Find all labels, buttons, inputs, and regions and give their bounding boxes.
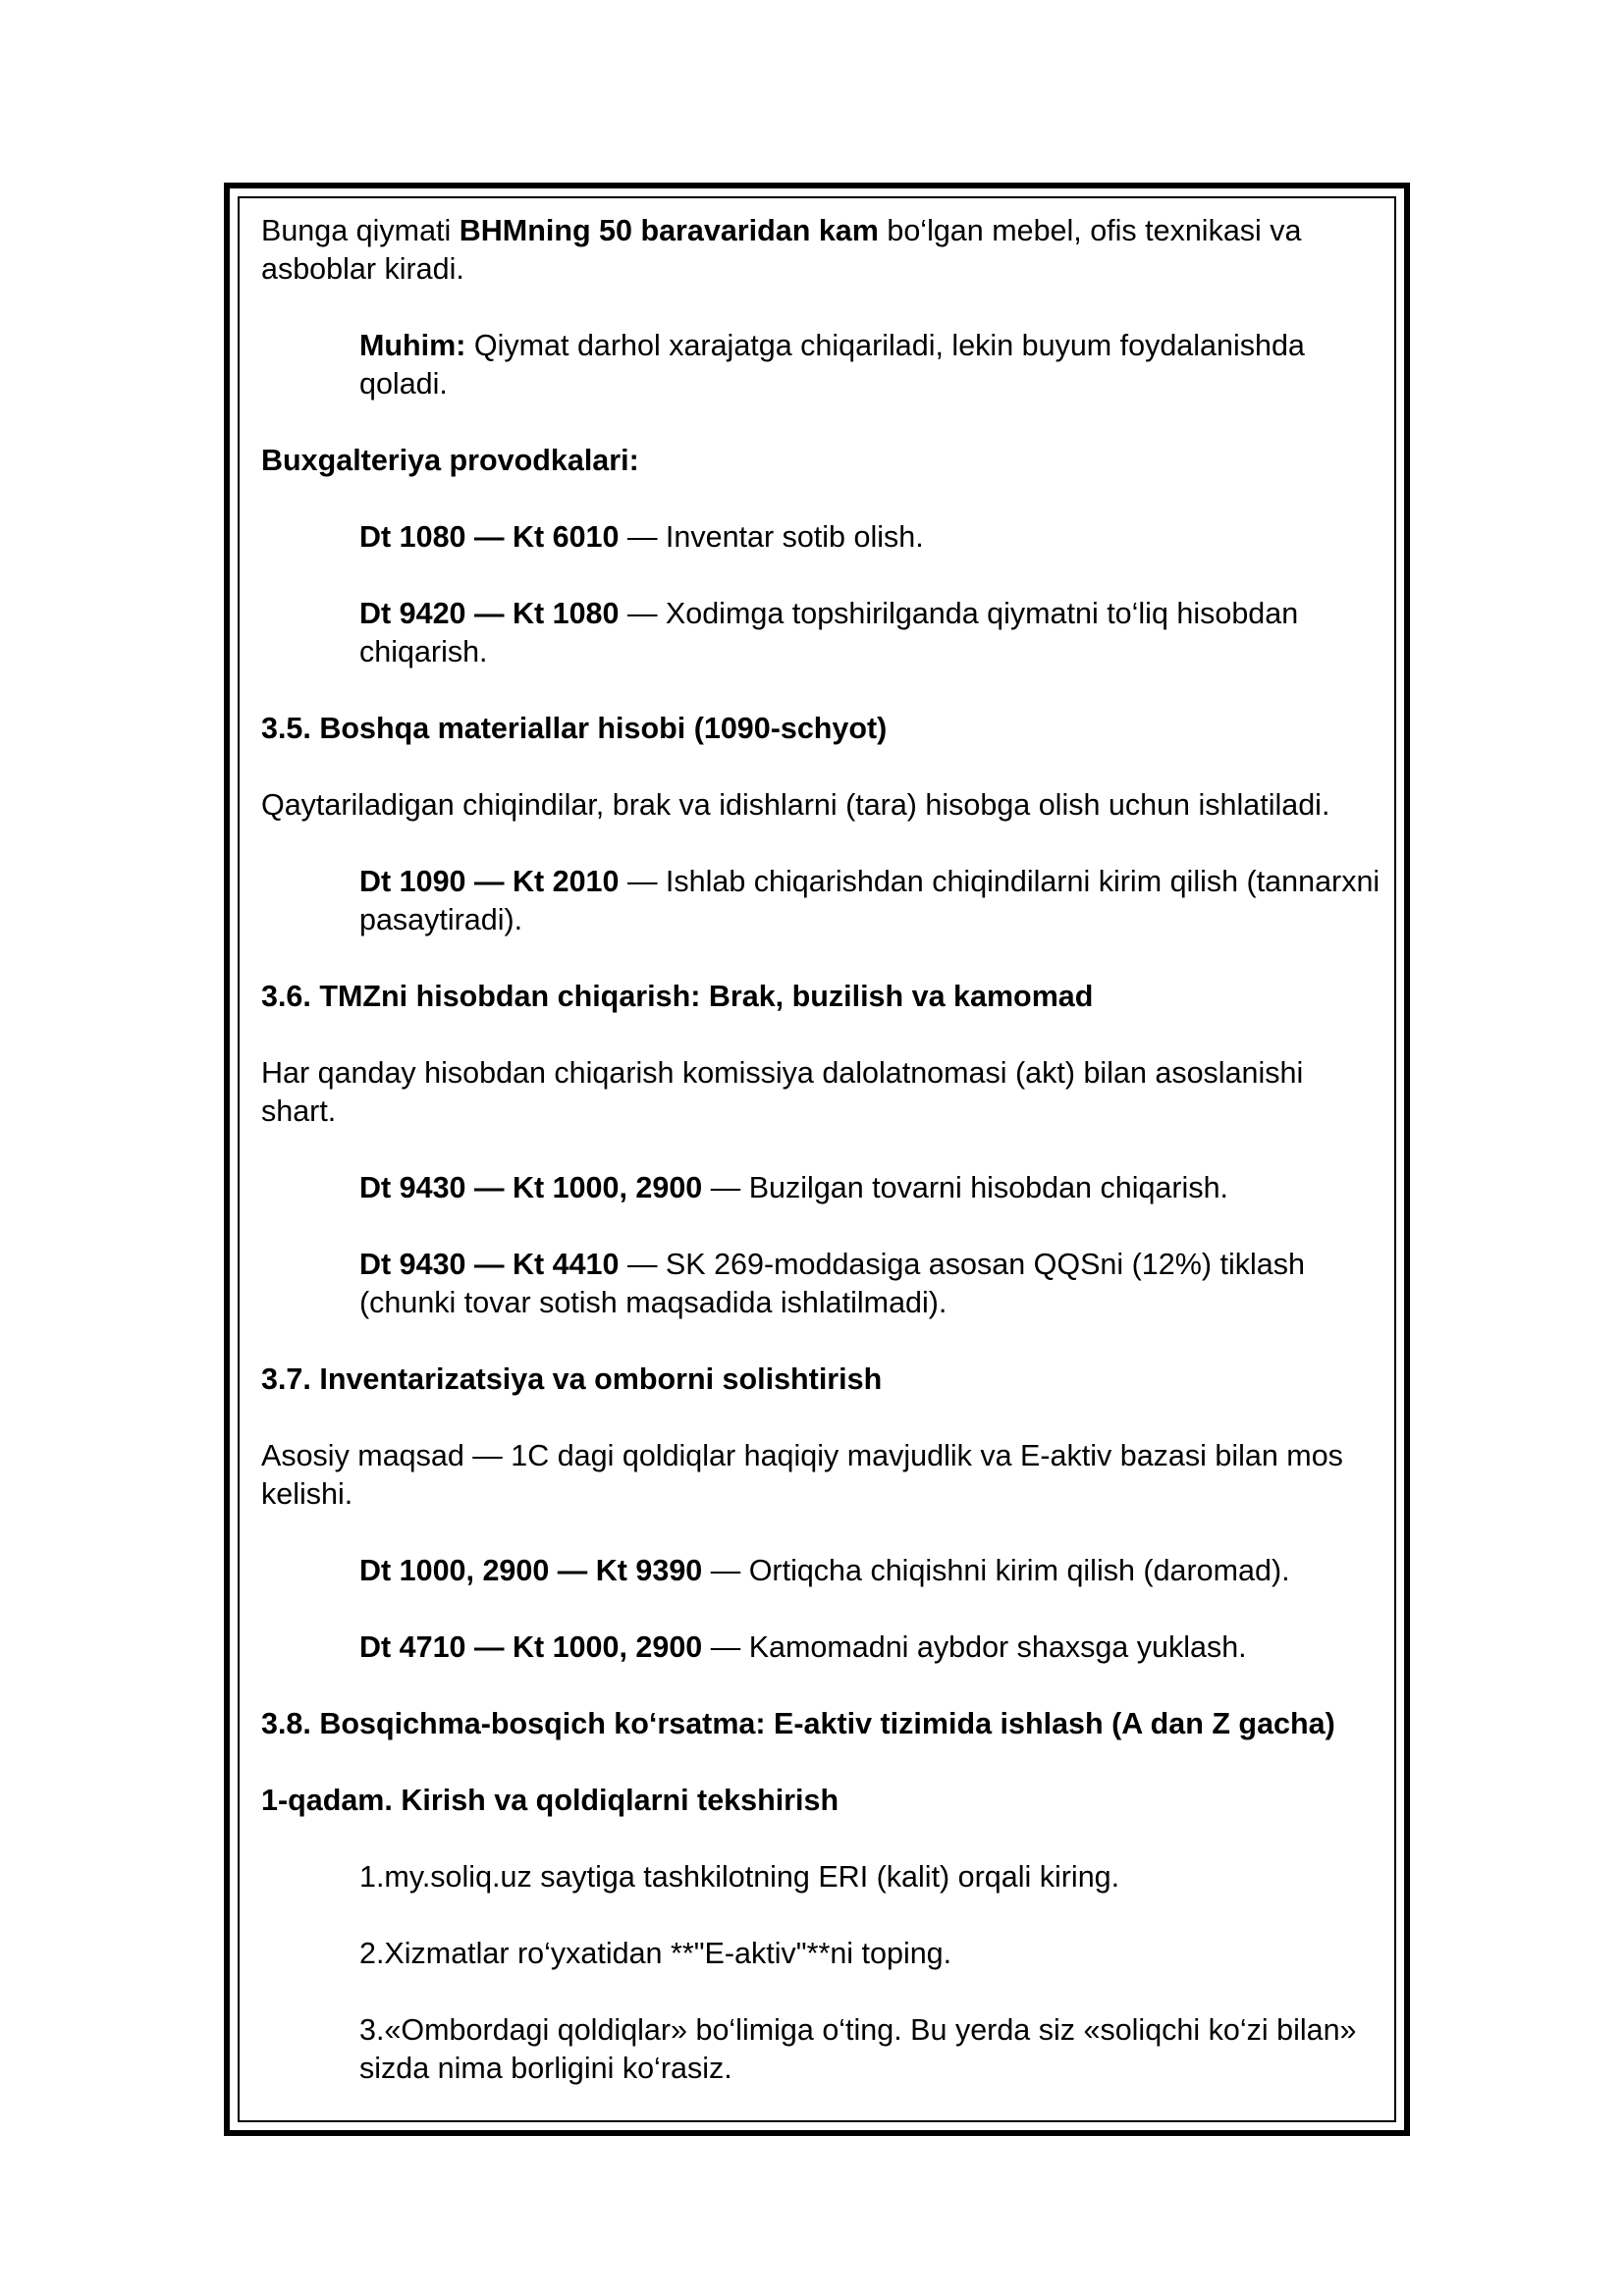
document-body — [261, 212, 1384, 2088]
section-3-5-heading: 3.5. Boshqa materiallar hisobi (1090-schyot) — [261, 712, 888, 745]
muhim-paragraph — [261, 327, 1384, 403]
entry-code: Dt 9420 — Kt 1080 — [359, 597, 620, 630]
entry-code: Dt 1090 — Kt 2010 — [359, 865, 620, 898]
page-frame-inner — [238, 196, 1396, 2122]
entry-1000-9390 — [261, 1552, 1384, 1590]
section-3-6-heading: 3.6. TMZni hisobdan chiqarish: Brak, buzilish va kamomad — [261, 980, 1094, 1013]
step-item: 1.my.soliq.uz saytiga tashkilotning ERI (kalit) orqali kiring. — [359, 1860, 1120, 1894]
intro-paragraph — [261, 212, 1384, 289]
entry-9430-4410 — [261, 1246, 1384, 1322]
entry-code: Dt 9430 — Kt 1000, 2900 — [359, 1171, 703, 1204]
entry-9430-1000 — [261, 1169, 1384, 1207]
entry-1090-2010 — [261, 863, 1384, 939]
section-3-7-text: Asosiy maqsad — 1C dagi qoldiqlar haqiqiy mavjudlik va E-aktiv bazasi bilan mos kelishi. — [261, 1439, 1343, 1511]
page-frame — [224, 183, 1410, 2136]
section-3-8-heading: 3.8. Bosqichma-bosqich ko‘rsatma: E-aktiv tizimida ishlash (A dan Z gacha) — [261, 1707, 1335, 1740]
step-item: 3.«Ombordagi qoldiqlar» bo‘limiga o‘ting. Bu yerda siz «soliqchi ko‘zi bilan» sizda nima borligini ko‘rasiz. — [359, 2013, 1357, 2085]
entry-1080-6010 — [261, 518, 1384, 557]
section-3-7-heading: 3.7. Inventarizatsiya va omborni solishtirish — [261, 1362, 883, 1396]
intro-text-pre: Bunga qiymati — [261, 214, 460, 247]
entry-text: — Buzilgan tovarni hisobdan chiqarish. — [702, 1171, 1229, 1204]
entry-text: — Xodimga topshirilganda qiymatni to‘liq hisobdan chiqarish. — [359, 597, 1299, 668]
entry-4710-1000 — [261, 1629, 1384, 1667]
entry-text: — Kamomadni aybdor shaxsga yuklash. — [702, 1630, 1247, 1664]
intro-text-post: bo‘lgan mebel, ofis texnikasi va asboblar kiradi. — [261, 214, 1302, 286]
entry-code: Dt 1000, 2900 — Kt 9390 — [359, 1554, 703, 1587]
entry-text: — Ishlab chiqarishdan chiqindilarni kirim qilish (tannarxni pasaytiradi). — [359, 865, 1380, 936]
entry-text: — Ortiqcha chiqishni kirim qilish (daromad). — [702, 1554, 1290, 1587]
muhim-label: Muhim: — [359, 329, 466, 362]
entry-text: — Inventar sotib olish. — [619, 520, 924, 554]
entry-text: — SK 269-moddasiga asosan QQSni (12%) tiklash (chunki tovar sotish maqsadida ishlatilmadi). — [359, 1248, 1305, 1319]
entry-code: Dt 1080 — Kt 6010 — [359, 520, 620, 554]
entry-code: Dt 4710 — Kt 1000, 2900 — [359, 1630, 703, 1664]
buxgalteriya-heading: Buxgalteriya provodkalari: — [261, 444, 639, 477]
entry-code: Dt 9430 — Kt 4410 — [359, 1248, 620, 1281]
step-item: 2.Xizmatlar ro‘yxatidan **"E-aktiv"**ni toping. — [359, 1937, 952, 1970]
entry-9420-1080 — [261, 595, 1384, 671]
section-3-5-text: Qaytariladigan chiqindilar, brak va idishlarni (tara) hisobga olish uchun ishlatiladi. — [261, 788, 1330, 822]
muhim-text: Qiymat darhol xarajatga chiqariladi, lekin buyum foydalanishda qoladi. — [359, 329, 1305, 400]
intro-text-bold: BHMning 50 baravaridan kam — [459, 214, 879, 247]
step-1-heading: 1-qadam. Kirish va qoldiqlarni tekshirish — [261, 1784, 839, 1817]
section-3-6-text: Har qanday hisobdan chiqarish komissiya dalolatnomasi (akt) bilan asoslanishi shart. — [261, 1056, 1304, 1128]
